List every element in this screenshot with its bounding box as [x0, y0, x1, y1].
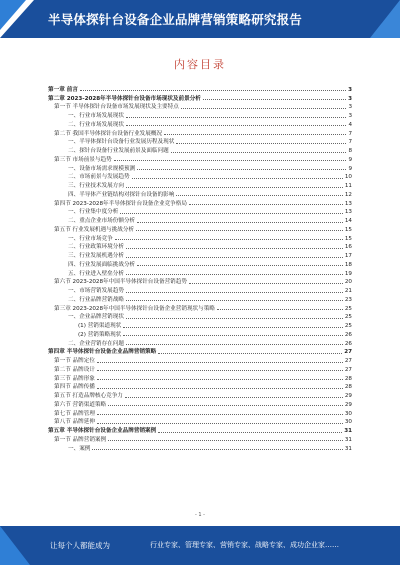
- toc-leader-dots: [126, 274, 343, 275]
- toc-entry[interactable]: [48, 285, 352, 294]
- toc-entry[interactable]: [48, 303, 352, 312]
- toc-entry-label: 一、行业市场发展现状: [68, 113, 124, 119]
- toc-entry-label: 第三节 市场前景与趋势: [54, 156, 112, 163]
- toc-entry-label: 第二节 品牌设计: [54, 366, 95, 373]
- toc-entry-label: 第三节 品牌形象: [54, 375, 95, 382]
- toc-entry[interactable]: [48, 154, 352, 163]
- toc-leader-dots: [137, 169, 346, 170]
- toc-entry-label: 第七节 品牌管理: [54, 410, 95, 417]
- toc-leader-dots: [108, 440, 343, 441]
- toc-entry-page: 11: [344, 183, 352, 189]
- toc-leader-dots: [217, 309, 343, 310]
- toc-leader-dots: [97, 423, 343, 424]
- toc-entry[interactable]: [48, 294, 352, 303]
- toc-leader-dots: [137, 265, 343, 266]
- toc-entry[interactable]: [48, 84, 352, 93]
- toc-leader-dots: [80, 90, 346, 91]
- toc-entry[interactable]: [48, 443, 352, 452]
- toc-entry-label: 第八节 品牌延伸: [54, 419, 95, 426]
- toc-leader-dots: [158, 432, 342, 433]
- toc-leader-dots: [108, 405, 343, 406]
- toc-entry[interactable]: [48, 417, 352, 426]
- toc-entry-label: 五、行业进入壁垒分析: [68, 270, 124, 277]
- toc-entry[interactable]: [48, 119, 352, 128]
- toc-entry[interactable]: [48, 355, 352, 364]
- toc-leader-dots: [126, 300, 343, 301]
- toc-entry-label: 二、行业品牌营销战略: [68, 296, 124, 303]
- toc-entry-page: 3: [348, 104, 352, 111]
- toc-entry-label: 四、行业发展面临挑战分析: [68, 261, 136, 268]
- toc-entry[interactable]: [48, 364, 352, 373]
- footer-tags: 行业专家、管理专家、营销专家、战略专家、成功企业家……: [150, 541, 339, 549]
- toc-leader-dots: [92, 449, 342, 450]
- toc-leader-dots: [189, 204, 343, 205]
- toc-leader-dots: [115, 239, 343, 240]
- toc-entry-label: 一、企业品牌营销现状: [68, 314, 124, 321]
- toc-entry-label: 第五节 行业发展机遇与挑战分析: [54, 226, 135, 233]
- toc-entry-label: 第四节 品牌传播: [54, 384, 95, 391]
- toc-entry-page: 21: [344, 288, 352, 294]
- toc-entry-page: 7: [348, 130, 352, 137]
- toc-entry[interactable]: [48, 250, 352, 259]
- toc-entry-label: 第一章 前言: [48, 86, 78, 93]
- toc-entry-label: 二、探针台设备行业发展前景及面临问题: [68, 148, 169, 154]
- toc-entry-page: 26: [344, 340, 352, 347]
- toc-entry-page: 28: [344, 375, 352, 382]
- toc-entry-page: 14: [344, 218, 352, 224]
- toc-entry-page: 31: [344, 428, 352, 434]
- toc-entry[interactable]: [48, 373, 352, 382]
- toc-entry[interactable]: [48, 268, 352, 277]
- toc-entry-label: 第五节 打造品牌核心竞争力: [54, 393, 123, 399]
- toc-entry-page: 15: [344, 235, 352, 242]
- toc-entry-page: 3: [348, 86, 352, 93]
- toc-leader-dots: [137, 222, 343, 223]
- toc-entry-label: 二、市场前景与发展趋势: [68, 174, 130, 181]
- toc-leader-dots: [97, 388, 343, 389]
- toc-entry[interactable]: [48, 198, 352, 207]
- toc-entry-label: 第一节 品牌定位: [54, 358, 95, 364]
- toc-entry-label: 二、行业政策环境分析: [68, 244, 124, 251]
- header-decoration-accent: [0, 0, 26, 30]
- toc-leader-dots: [120, 213, 343, 214]
- toc-leader-dots: [97, 362, 343, 363]
- toc-entry-page: 19: [344, 270, 352, 277]
- toc-entry-label: 一、行业集中度分析: [68, 209, 119, 216]
- toc-entry[interactable]: [48, 338, 352, 347]
- toc-entry-page: 25: [344, 305, 352, 312]
- toc-entry-page: 16: [344, 244, 352, 251]
- toc-entry[interactable]: [48, 382, 352, 391]
- toc-entry-label: 一、行业市场竞争: [68, 235, 113, 242]
- toc-entry-page: 20: [344, 279, 352, 286]
- toc-entry-label: 一、市场营销发展趋势: [68, 288, 124, 294]
- toc-entry-label: 第三章 2023-2028年中国半导体探针台设备企业营销现状与策略: [54, 305, 215, 312]
- page-footer: [0, 526, 400, 565]
- toc-leader-dots: [126, 344, 343, 345]
- toc-entry[interactable]: [48, 110, 352, 119]
- toc-entry-label: 第二章 2023-2028年半导体探针台设备市场现状及前景分析: [48, 95, 201, 102]
- toc-leader-dots: [176, 195, 343, 196]
- toc-leader-dots: [126, 292, 343, 293]
- toc-entry[interactable]: [48, 277, 352, 286]
- toc-entry-label: 第五章 半导体探针台设备企业品牌营销案例: [48, 428, 157, 434]
- toc-entry-page: 7: [348, 139, 352, 146]
- toc-leader-dots: [123, 335, 343, 336]
- toc-leader-dots: [126, 125, 346, 126]
- toc-entry[interactable]: [48, 434, 352, 443]
- toc-leader-dots: [132, 178, 343, 179]
- toc-entry[interactable]: [48, 399, 352, 408]
- toc-leader-dots: [114, 160, 347, 161]
- toc-entry[interactable]: [48, 215, 352, 224]
- toc-entry-page: 15: [344, 226, 352, 233]
- toc-leader-dots: [125, 397, 343, 398]
- toc-leader-dots: [126, 257, 343, 258]
- toc-entry-label: 三、行业技术发展方向: [68, 183, 124, 189]
- toc-entry[interactable]: [48, 128, 352, 137]
- toc-entry-label: 一、半导体探针台设备行业发展历程及现状: [68, 139, 175, 146]
- toc-entry[interactable]: [48, 233, 352, 242]
- table-of-contents: [48, 84, 352, 452]
- page-number: - 1 -: [195, 512, 205, 518]
- toc-heading: 内容目录: [174, 58, 226, 71]
- toc-entry-page: 4: [348, 121, 352, 128]
- toc-entry-label: 第六节 2023-2028年中国半导体探针台设备营销趋势: [54, 279, 187, 286]
- toc-leader-dots: [126, 117, 346, 118]
- toc-entry[interactable]: [48, 390, 352, 399]
- toc-leader-dots: [126, 318, 343, 319]
- toc-leader-dots: [189, 283, 343, 284]
- toc-entry-page: 12: [344, 191, 352, 198]
- toc-entry[interactable]: [48, 207, 352, 216]
- toc-entry-page: 27: [344, 366, 352, 373]
- toc-leader-dots: [158, 353, 342, 354]
- toc-entry-page: 30: [344, 419, 352, 426]
- toc-entry-label: 二、行业市场发展现状: [68, 121, 124, 128]
- toc-entry-page: 17: [344, 253, 352, 259]
- toc-entry-label: 四、半导体产业链结构对探针台设备的影响: [68, 191, 175, 198]
- toc-entry[interactable]: [48, 145, 352, 154]
- toc-entry-page: 29: [344, 393, 352, 399]
- toc-leader-dots: [97, 414, 343, 415]
- toc-entry[interactable]: [48, 93, 352, 102]
- toc-entry-label: 二、企业营销存在问题: [68, 340, 124, 347]
- toc-entry-label: 一、设备市场需求规模预测: [68, 165, 136, 172]
- toc-entry-page: 18: [344, 261, 352, 268]
- toc-entry-page: 28: [344, 384, 352, 391]
- toc-entry-page: 29: [344, 401, 352, 408]
- toc-entry[interactable]: [48, 312, 352, 321]
- toc-entry-page: 3: [348, 95, 352, 102]
- toc-entry[interactable]: [48, 320, 352, 329]
- toc-leader-dots: [97, 379, 343, 380]
- toc-entry-label: 二、重点企业市场份额分析: [68, 218, 136, 224]
- toc-entry[interactable]: [48, 259, 352, 268]
- toc-entry-page: 30: [344, 410, 352, 417]
- toc-entry-label: (1) 营销渠道现状: [78, 323, 122, 329]
- toc-entry[interactable]: [48, 408, 352, 417]
- toc-entry-page: 25: [344, 314, 352, 321]
- toc-entry-label: 第一节 品牌营销案例: [54, 436, 107, 443]
- footer-slogan: 让每个人都能成为: [50, 541, 110, 550]
- footer-decoration: [0, 526, 30, 565]
- toc-entry-label: 第一节 半导体探针台设备市场发展现状及主要特点: [54, 104, 179, 111]
- toc-entry[interactable]: [48, 163, 352, 172]
- toc-entry-page: 31: [344, 445, 352, 452]
- toc-entry-label: 三、行业发展机遇分析: [68, 253, 124, 259]
- toc-entry-label: (2) 营销策略现状: [78, 331, 122, 338]
- toc-leader-dots: [181, 108, 347, 109]
- toc-entry-page: 25: [344, 323, 352, 329]
- toc-entry-page: 26: [344, 331, 352, 338]
- report-title: 半导体探针台设备企业品牌营销策略研究报告: [48, 12, 303, 27]
- toc-entry[interactable]: [48, 224, 352, 233]
- toc-entry-page: 3: [348, 113, 352, 119]
- toc-leader-dots: [171, 152, 347, 153]
- toc-entry[interactable]: [48, 102, 352, 111]
- toc-leader-dots: [126, 187, 343, 188]
- toc-entry-page: 9: [348, 156, 352, 163]
- toc-leader-dots: [126, 248, 343, 249]
- toc-entry-label: 第四节 2023-2028年半导体探针台设备企业竞争格局: [54, 200, 187, 207]
- toc-entry-page: 13: [344, 209, 352, 216]
- toc-entry-label: 第四章 半导体探针台设备企业品牌营销策略: [48, 349, 157, 356]
- toc-entry[interactable]: [48, 329, 352, 338]
- toc-entry[interactable]: [48, 425, 352, 434]
- toc-leader-dots: [136, 230, 343, 231]
- toc-entry-page: 27: [344, 349, 352, 356]
- toc-leader-dots: [97, 370, 343, 371]
- toc-entry-page: 31: [344, 436, 352, 443]
- toc-leader-dots: [164, 134, 346, 135]
- toc-leader-dots: [123, 327, 343, 328]
- toc-leader-dots: [203, 99, 346, 100]
- toc-entry-label: 第六节 营销渠道策略: [54, 401, 107, 408]
- toc-entry[interactable]: [48, 189, 352, 198]
- toc-entry[interactable]: [48, 172, 352, 181]
- toc-entry-page: 27: [344, 358, 352, 364]
- toc-leader-dots: [176, 143, 346, 144]
- toc-entry-page: 9: [348, 165, 352, 172]
- toc-entry[interactable]: [48, 347, 352, 356]
- toc-entry-page: 8: [348, 148, 352, 154]
- toc-entry-page: 23: [344, 296, 352, 303]
- toc-entry-label: 一、案例: [68, 445, 91, 452]
- toc-entry[interactable]: [48, 242, 352, 251]
- toc-entry[interactable]: [48, 180, 352, 189]
- toc-entry-page: 10: [344, 174, 352, 181]
- toc-entry-label: 第二节 我国半导体探针台设备行业发展概况: [54, 130, 163, 137]
- toc-entry[interactable]: [48, 137, 352, 146]
- toc-entry-page: 13: [344, 200, 352, 207]
- page-header: [0, 0, 400, 38]
